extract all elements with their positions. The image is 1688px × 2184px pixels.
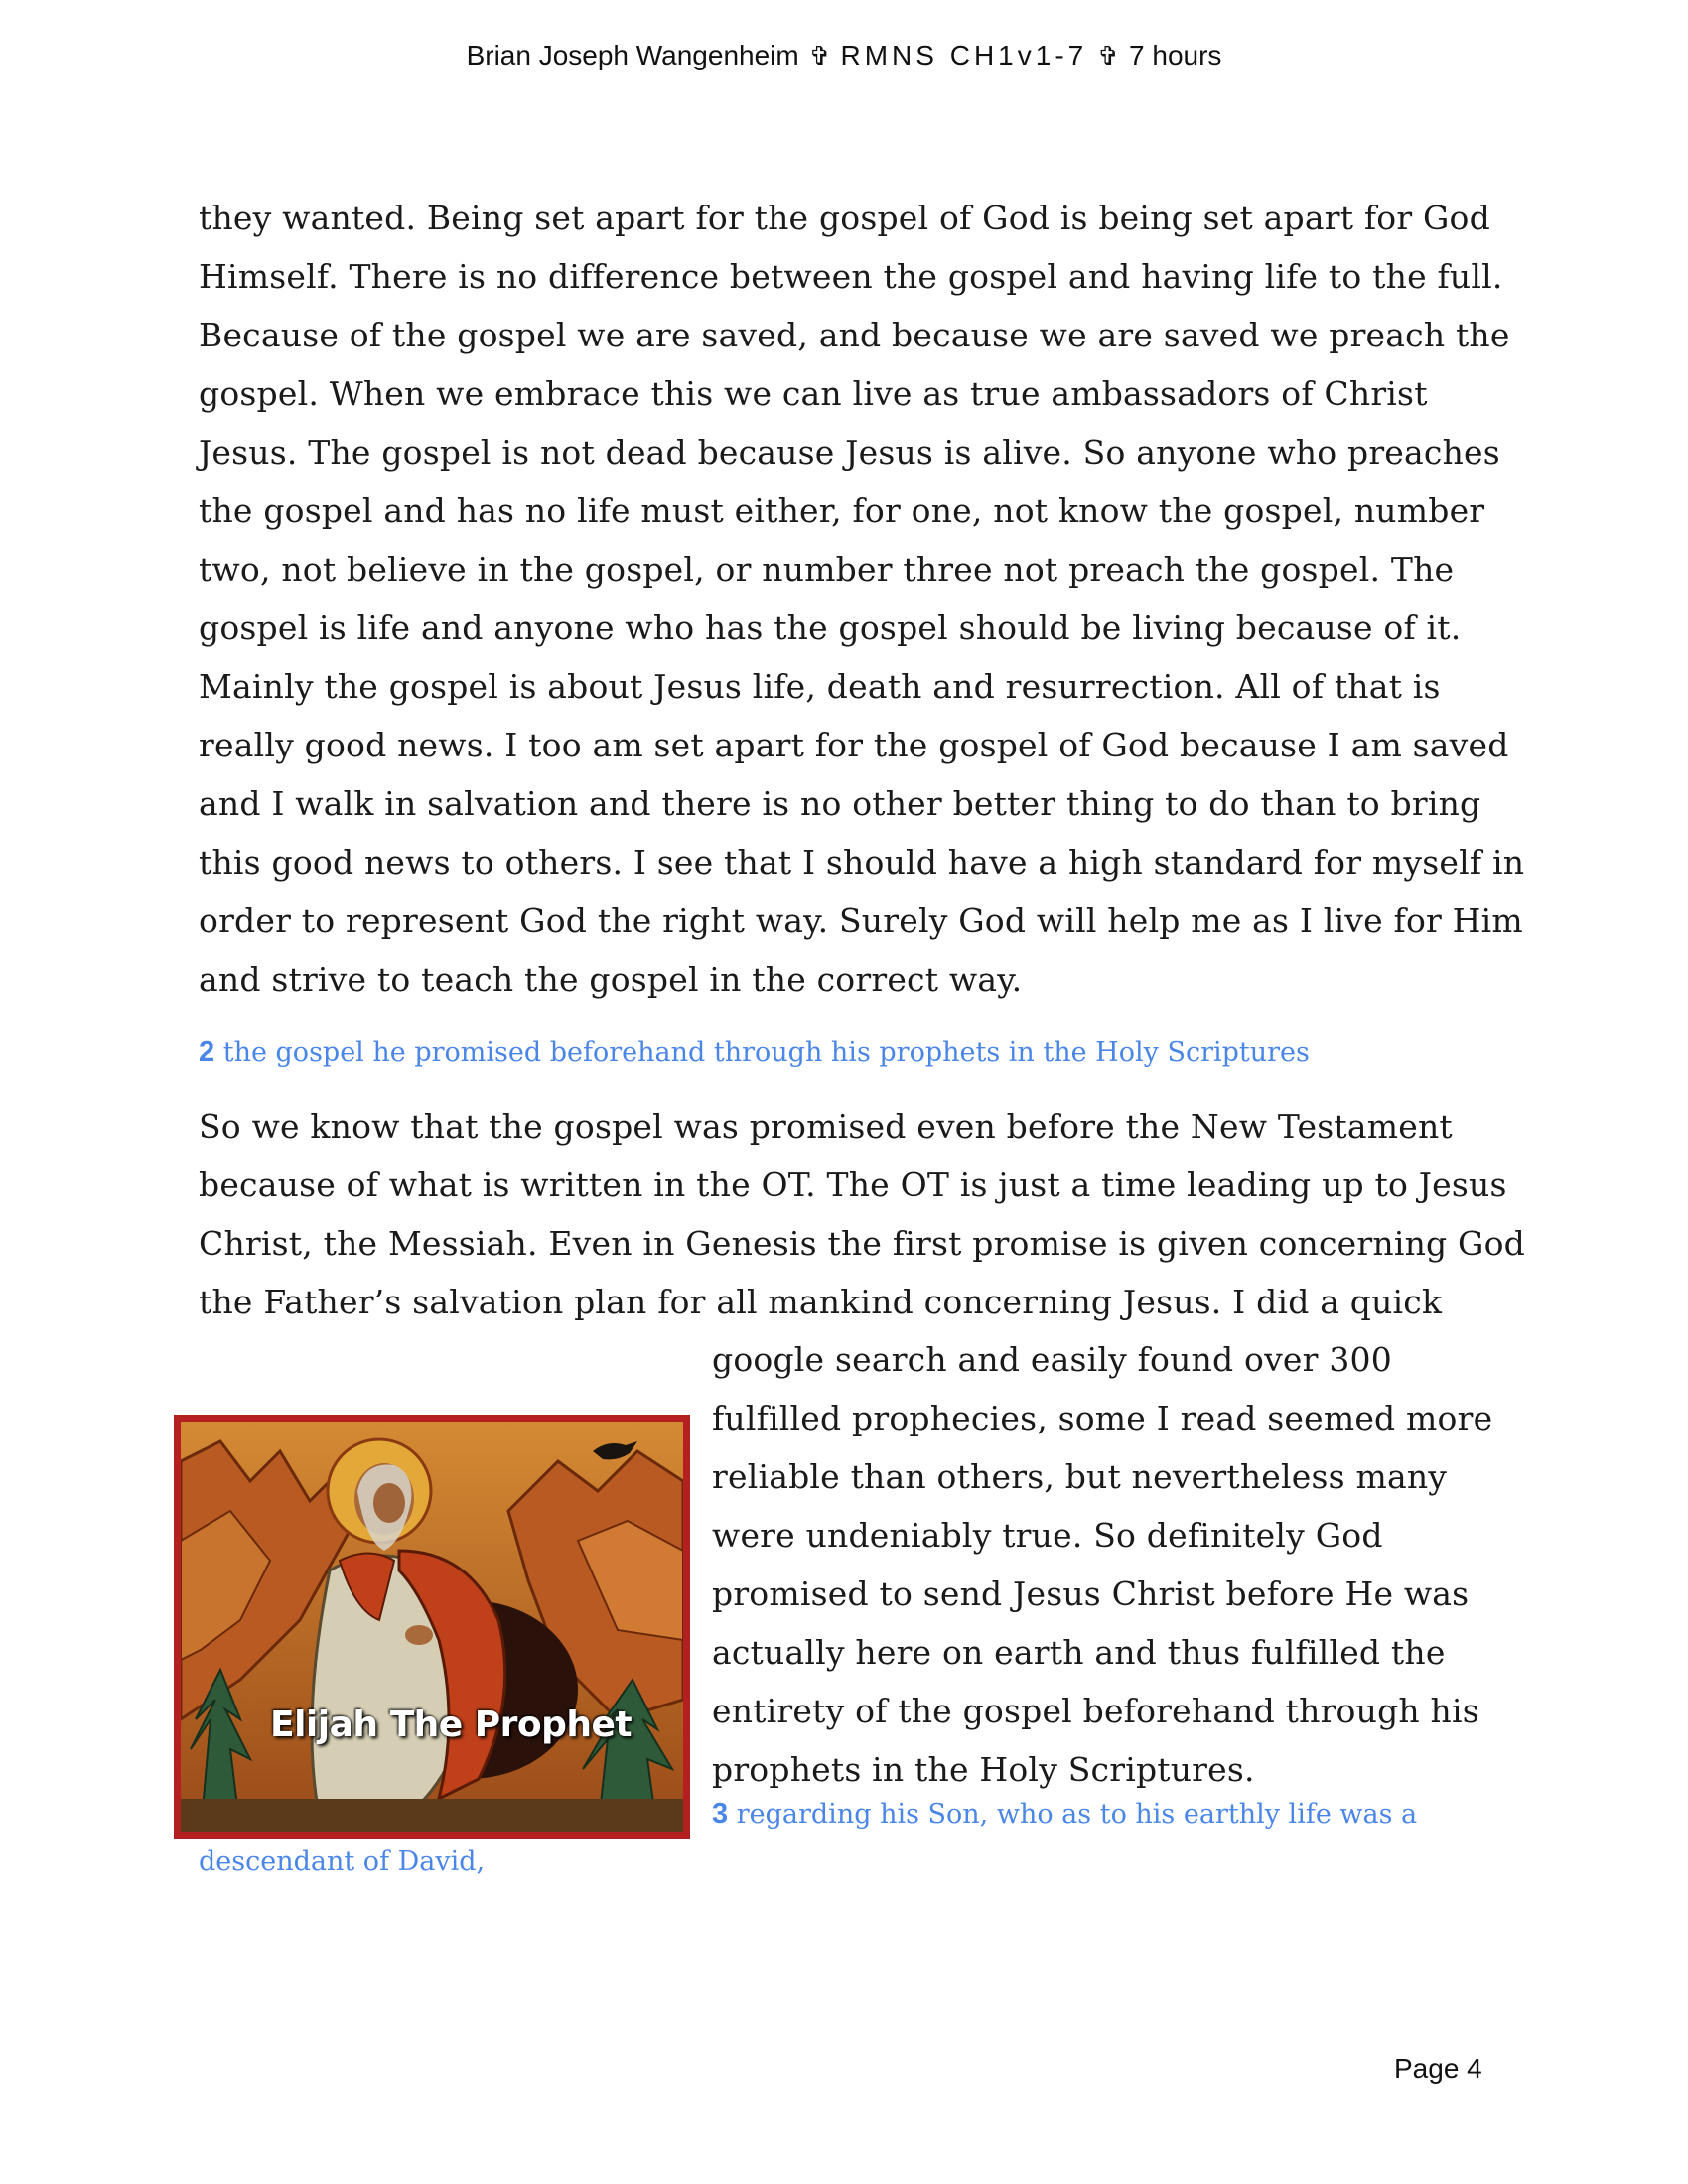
- text-line: gospel is life and anyone who has the gospel should be living because of it.: [199, 609, 1462, 647]
- text-line: order to represent God the right way. Surely God will help me as I live for Him: [199, 901, 1523, 940]
- text-line: promised to send Jesus Christ before He was: [712, 1574, 1470, 1613]
- text-line: they wanted. Being set apart for the gospel of God is being set apart for God: [199, 199, 1490, 237]
- text-line: Himself. There is no difference between the gospel and having life to the full.: [199, 257, 1503, 296]
- text-line: google search and easily found over 300: [712, 1340, 1392, 1379]
- text-line: Mainly the gospel is about Jesus life, death and resurrection. All of that is: [199, 667, 1441, 706]
- text-line: Jesus. The gospel is not dead because Jesus is alive. So anyone who preaches: [199, 433, 1500, 472]
- cross-icon: ✞: [1097, 41, 1120, 70]
- header-author: Brian Joseph Wangenheim: [466, 40, 799, 70]
- text-line: prophets in the Holy Scriptures.: [712, 1750, 1255, 1789]
- text-line: entirety of the gospel beforehand through his: [712, 1692, 1479, 1730]
- page-number: Page 4: [1394, 2053, 1482, 2084]
- header-code: RMNS CH1v1-7: [840, 40, 1088, 70]
- commentary-paragraph-1: [199, 189, 1525, 1009]
- text-line: this good news to others. I see that I should have a high standard for myself in: [199, 843, 1525, 882]
- elijah-icon-image: [174, 1415, 690, 1839]
- commentary-paragraph-2: [199, 1097, 1526, 1331]
- verse-text: descendant of David,: [199, 1846, 486, 1877]
- text-line: reliable than others, but nevertheless many: [712, 1457, 1448, 1496]
- header-duration: 7 hours: [1129, 40, 1222, 70]
- figure-caption: Elijah The Prophet: [270, 1705, 633, 1745]
- text-line: were undeniably true. So definitely God: [712, 1516, 1383, 1555]
- verse-number: 2: [199, 1036, 215, 1068]
- text-line: and strive to teach the gospel in the correct way.: [199, 960, 1023, 999]
- verse-text: the gospel he promised beforehand through his prophets in the Holy Scriptures: [214, 1037, 1310, 1068]
- text-line: and I walk in salvation and there is no other better thing to do than to bring: [199, 784, 1481, 823]
- verse-3-continuation: [199, 1846, 485, 1877]
- text-line: Because of the gospel we are saved, and because we are saved we preach the: [199, 316, 1510, 354]
- text-line: really good news. I too am set apart for the gospel of God because I am saved: [199, 726, 1509, 764]
- commentary-paragraph-2-wrapped: [712, 1330, 1493, 1799]
- verse-2: [199, 1036, 1310, 1069]
- cross-icon: ✞: [808, 41, 831, 70]
- verse-3: [712, 1798, 1417, 1831]
- text-line: So we know that the gospel was promised even before the New Testament: [199, 1107, 1453, 1146]
- text-line: the Father’s salvation plan for all mankind concerning Jesus. I did a quick: [199, 1283, 1443, 1321]
- text-line: actually here on earth and thus fulfilled the: [712, 1633, 1446, 1672]
- text-line: because of what is written in the OT. The OT is just a time leading up to Jesus: [199, 1165, 1507, 1204]
- text-line: the gospel and has no life must either, for one, not know the gospel, number: [199, 491, 1485, 530]
- text-line: fulfilled prophecies, some I read seemed more: [712, 1399, 1493, 1437]
- text-line: gospel. When we embrace this we can live as true ambassadors of Christ: [199, 374, 1428, 413]
- text-line: Christ, the Messiah. Even in Genesis the first promise is given concerning God: [199, 1224, 1526, 1263]
- page-header: [0, 40, 1688, 71]
- verse-number: 3: [712, 1798, 729, 1830]
- verse-text: regarding his Son, who as to his earthly life was a: [728, 1799, 1418, 1830]
- elijah-painting: [181, 1422, 683, 1832]
- text-line: two, not believe in the gospel, or number three not preach the gospel. The: [199, 550, 1455, 589]
